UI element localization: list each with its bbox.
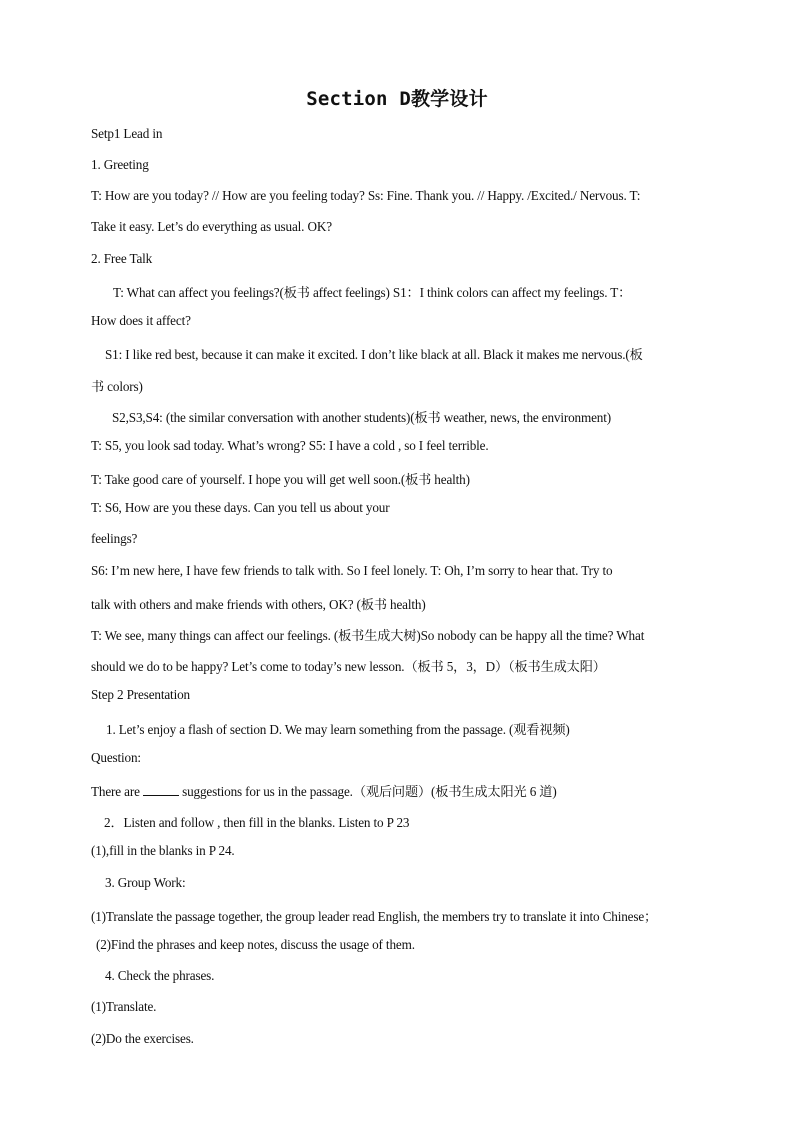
text-line: (1),fill in the blanks in P 24. <box>91 843 235 858</box>
text-line: Setp1 Lead in <box>91 126 163 141</box>
text-line: T: We see, many things can affect our feelings. (板书生成大树)So nobody can be happy all the time? What <box>91 628 645 643</box>
text-line: should we do to be happy? Let’s come to today’s new lesson.（板书 5，3，D）（板书生成太阳） <box>91 659 606 674</box>
text-line: 3. Group Work: <box>105 875 186 890</box>
text-line: S2,S3,S4: (the similar conversation with another students)(板书 weather, news, the environment) <box>112 410 611 425</box>
text-line: 2. Free Talk <box>91 251 153 266</box>
text-line: 4. Check the phrases. <box>105 968 215 983</box>
answer-blank <box>143 785 179 796</box>
text-line: 书 colors) <box>91 379 143 394</box>
text-line: Take it easy. Let’s do everything as usual. OK? <box>91 219 332 234</box>
text-line: T: What can affect you feelings?(板书 affect feelings) S1：I think colors can affect my feelings. T： <box>113 285 632 300</box>
fill-blank-line <box>91 781 557 800</box>
text-line: 1. Let’s enjoy a flash of section D. We may learn something from the passage. (观看视频) <box>106 722 570 737</box>
text-line: (1)Translate the passage together, the group leader read English, the members try to translate it into Chinese； <box>91 909 658 924</box>
text-line: S1: I like red best, because it can make it excited. I don’t like black at all. Black it makes me nervous.(板 <box>105 347 643 362</box>
document-title: Section D教学设计 <box>306 88 488 110</box>
text-line: T: S5, you look sad today. What’s wrong? S5: I have a cold , so I feel terrible. <box>91 438 489 453</box>
text-line: feelings? <box>91 531 138 546</box>
text-line: (2)Find the phrases and keep notes, discuss the usage of them. <box>96 937 415 952</box>
text-line: S6: I’m new here, I have few friends to talk with. So I feel lonely. T: Oh, I’m sorry to hear that. Try to <box>91 563 613 578</box>
text-line: How does it affect? <box>91 313 191 328</box>
text-line: (1)Translate. <box>91 999 157 1014</box>
text-line: Step 2 Presentation <box>91 687 190 702</box>
text-line: (2)Do the exercises. <box>91 1031 194 1046</box>
text-line: T: How are you today? // How are you feeling today? Ss: Fine. Thank you. // Happy. /Excited./ Nervous. T: <box>91 188 641 203</box>
text-line: 2．Listen and follow , then fill in the blanks. Listen to P 23 <box>104 815 410 830</box>
blank-suffix: suggestions for us in the passage.（观后问题）(板书生成太阳光 6 道) <box>182 784 557 799</box>
text-line: 1. Greeting <box>91 157 149 172</box>
text-line: T: S6, How are you these days. Can you tell us about your <box>91 500 390 515</box>
text-line: T: Take good care of yourself. I hope you will get well soon.(板书 health) <box>91 472 470 487</box>
text-line: Question: <box>91 750 141 765</box>
text-line: talk with others and make friends with others, OK? (板书 health) <box>91 597 426 612</box>
blank-prefix: There are <box>91 784 140 799</box>
